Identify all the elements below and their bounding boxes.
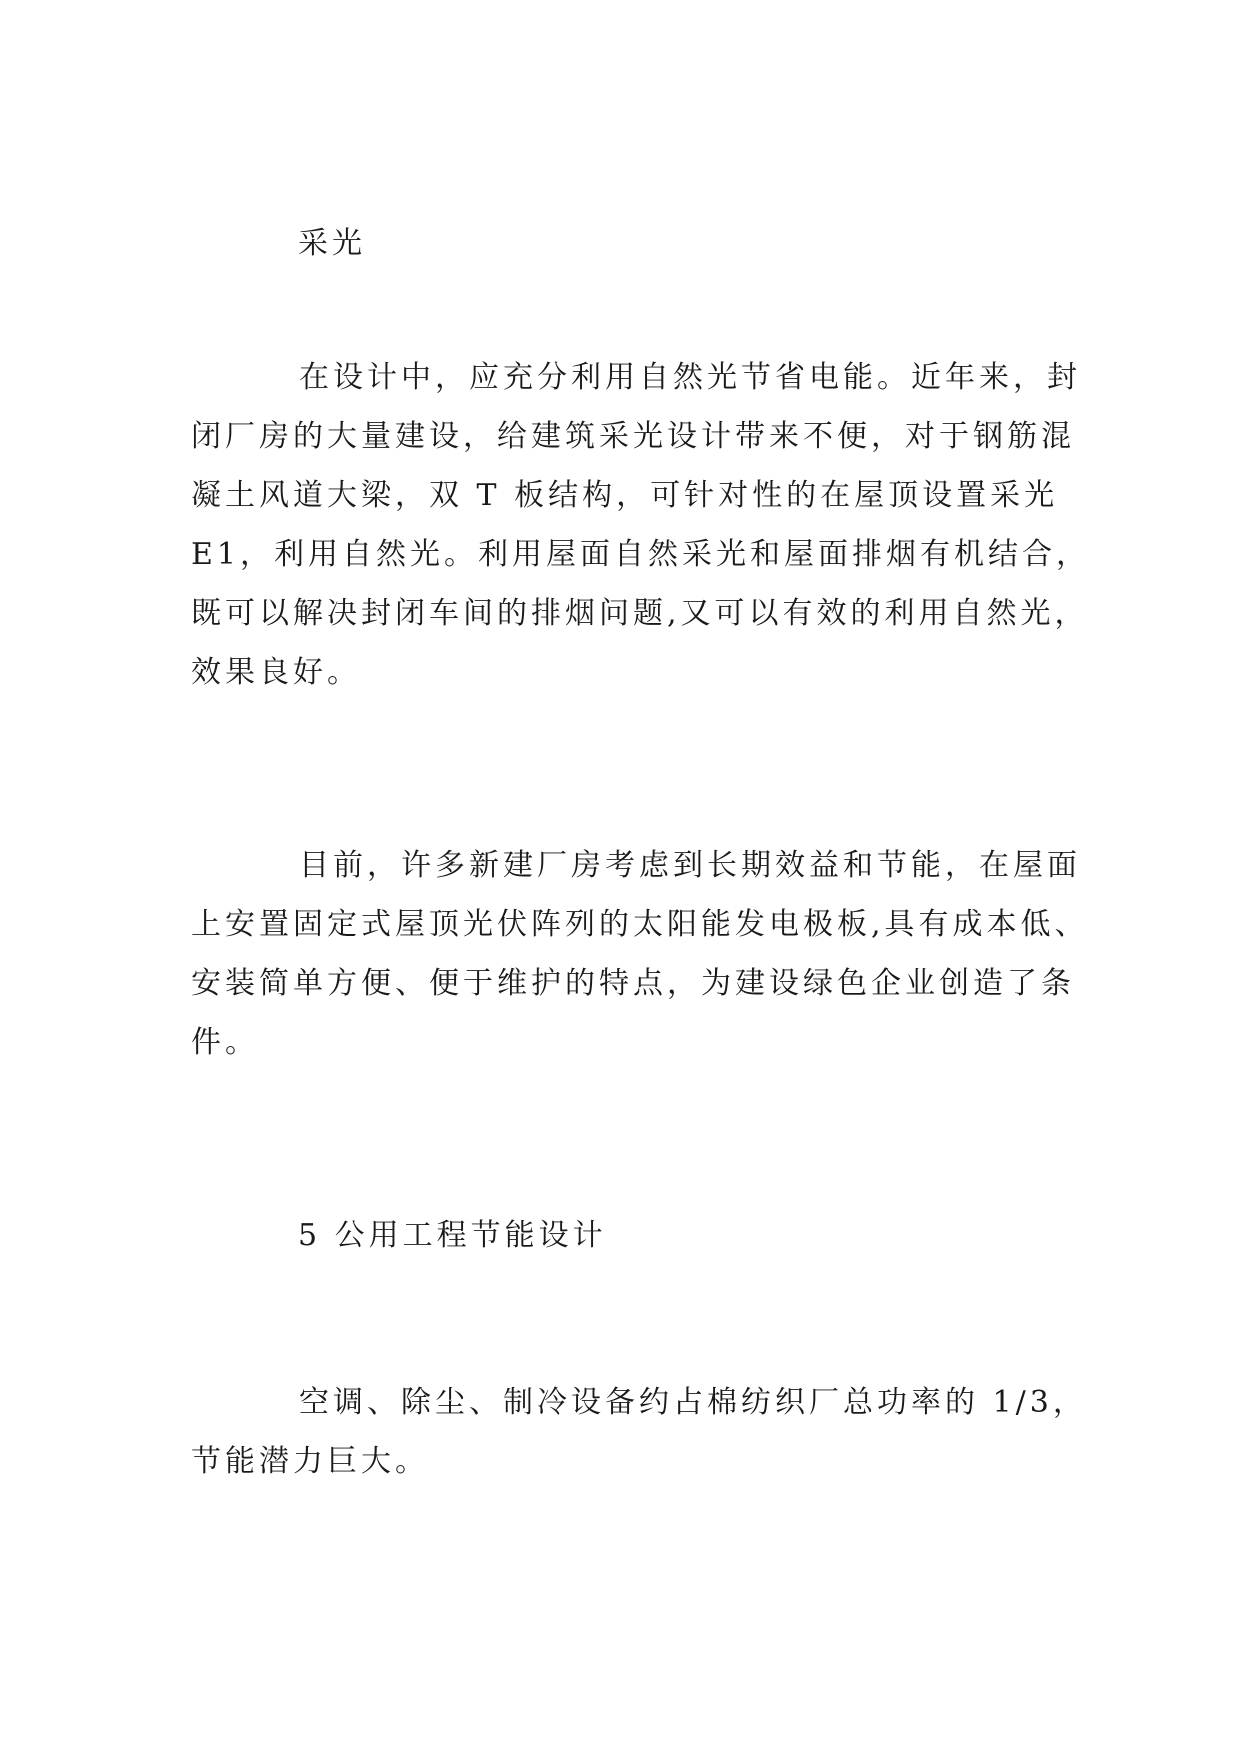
paragraph-line: 效果良好。 [191, 655, 361, 690]
paragraph-line: 目前，许多新建厂房考虑到长期效益和节能，在屋面 [299, 848, 1081, 883]
paragraph-line: E1，利用自然光。利用屋面自然采光和屋面排烟有机结合， [191, 537, 1090, 572]
paragraph-line: 既可以解决封闭车间的排烟问题,又可以有效的利用自然光， [191, 596, 1089, 631]
paragraph-solar [191, 836, 1089, 1072]
heading-daylighting: 采光 [298, 226, 366, 261]
paragraph-line: 上安置固定式屋顶光伏阵列的太阳能发电极板,具有成本低、 [191, 907, 1089, 942]
paragraph-line: 节能潜力巨大。 [191, 1444, 429, 1479]
paragraph-line: 闭厂房的大量建设，给建筑采光设计带来不便，对于钢筋混 [191, 419, 1075, 454]
paragraph-hvac [191, 1373, 1087, 1491]
paragraph-line: 空调、除尘、制冷设备约占棉纺织厂总功率的 1/3， [299, 1385, 1087, 1420]
heading-section-5: 5 公用工程节能设计 [298, 1218, 607, 1253]
paragraph-line: 件。 [191, 1025, 259, 1060]
paragraph-line: 在设计中，应充分利用自然光节省电能。近年来，封 [299, 360, 1081, 395]
paragraph-line: 凝土风道大梁，双 T 板结构，可针对性的在屋顶设置采光 [191, 478, 1059, 513]
paragraph-daylighting [191, 348, 1090, 702]
paragraph-line: 安装简单方便、便于维护的特点，为建设绿色企业创造了条 [191, 966, 1075, 1001]
